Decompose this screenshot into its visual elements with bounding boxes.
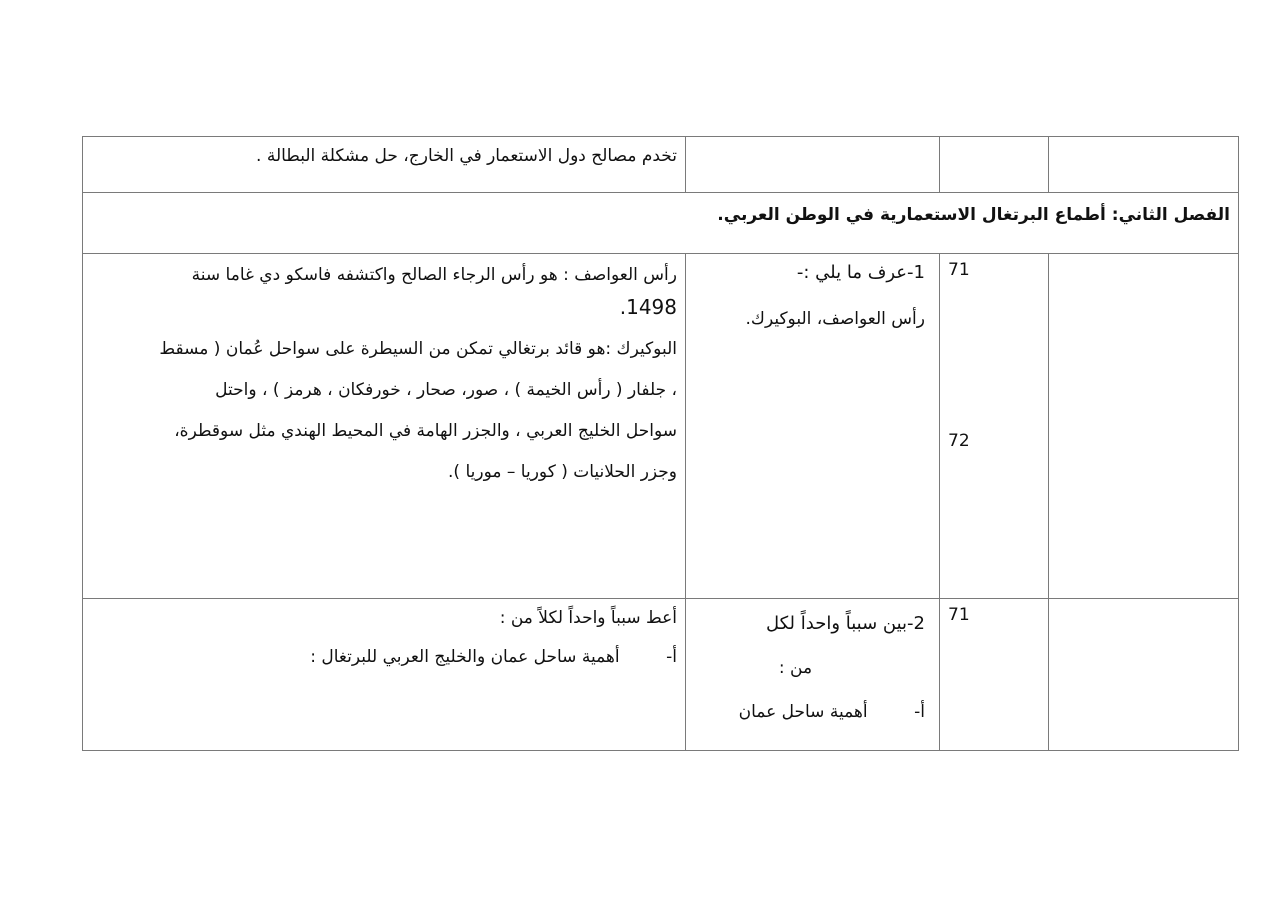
answer-line: البوكيرك :هو قائد برتغالي تمكن من السيطرة على سواحل عُمان ( مسقط (159, 339, 677, 360)
page-number: 72 (948, 431, 970, 452)
question-subtext: رأس العواصف، البوكيرك. (745, 308, 925, 329)
answer-line: 1498. (619, 295, 677, 320)
answer-title: أعط سبباً واحداً لكلاً من : (499, 608, 677, 628)
answer-table (82, 136, 1239, 751)
question-cell (686, 137, 940, 193)
answer-item (91, 644, 677, 671)
answer-cell (83, 254, 686, 599)
question-subtext: من : (778, 657, 813, 678)
answer-line: رأس العواصف : هو رأس الرجاء الصالح واكتشفه فاسكو دي غاما سنة (191, 265, 677, 285)
question-cell (686, 254, 940, 599)
table-row (83, 193, 1239, 254)
empty-cell (1049, 254, 1239, 599)
answer-line: ، جلفار ( رأس الخيمة ) ، صور، صحار ، خورفكان ، هرمز ) ، واحتل (215, 379, 677, 400)
table-row (83, 137, 1239, 193)
table-row (83, 599, 1239, 751)
page-number: 71 (948, 260, 970, 280)
item-text: أهمية ساحل عمان والخليج العربي للبرتغال : (310, 647, 620, 668)
question-title: 1-عرف ما يلي :- (796, 262, 925, 283)
page-number-cell (940, 137, 1049, 193)
item-letter: أ- (666, 647, 677, 668)
page-number: 71 (948, 605, 970, 625)
question-title: 2-بين سبباً واحداً لكل (765, 613, 925, 634)
item-text: أهمية ساحل عمان (738, 702, 868, 723)
page-number-cell (940, 254, 1049, 599)
question-cell (686, 599, 940, 751)
item-letter: أ- (914, 702, 925, 723)
empty-cell (1049, 599, 1239, 751)
answer-line: تخدم مصالح دول الاستعمار في الخارج، حل مشكلة البطالة . (256, 146, 677, 166)
question-item (696, 690, 925, 734)
answer-line: سواحل الخليج العربي ، والجزر الهامة في المحيط الهندي مثل سوقطرة، (174, 420, 677, 441)
chapter-cell (83, 193, 1239, 254)
answer-cell (83, 599, 686, 751)
chapter-title: الفصل الثاني: أطماع البرتغال الاستعمارية في الوطن العربي. (717, 205, 1230, 225)
table-row (83, 254, 1239, 599)
page-number-cell (940, 599, 1049, 751)
answer-line: وجزر الحلانيات ( كوريا – موريا ). (448, 461, 677, 482)
empty-cell (1049, 137, 1239, 193)
answer-cell (83, 137, 686, 193)
